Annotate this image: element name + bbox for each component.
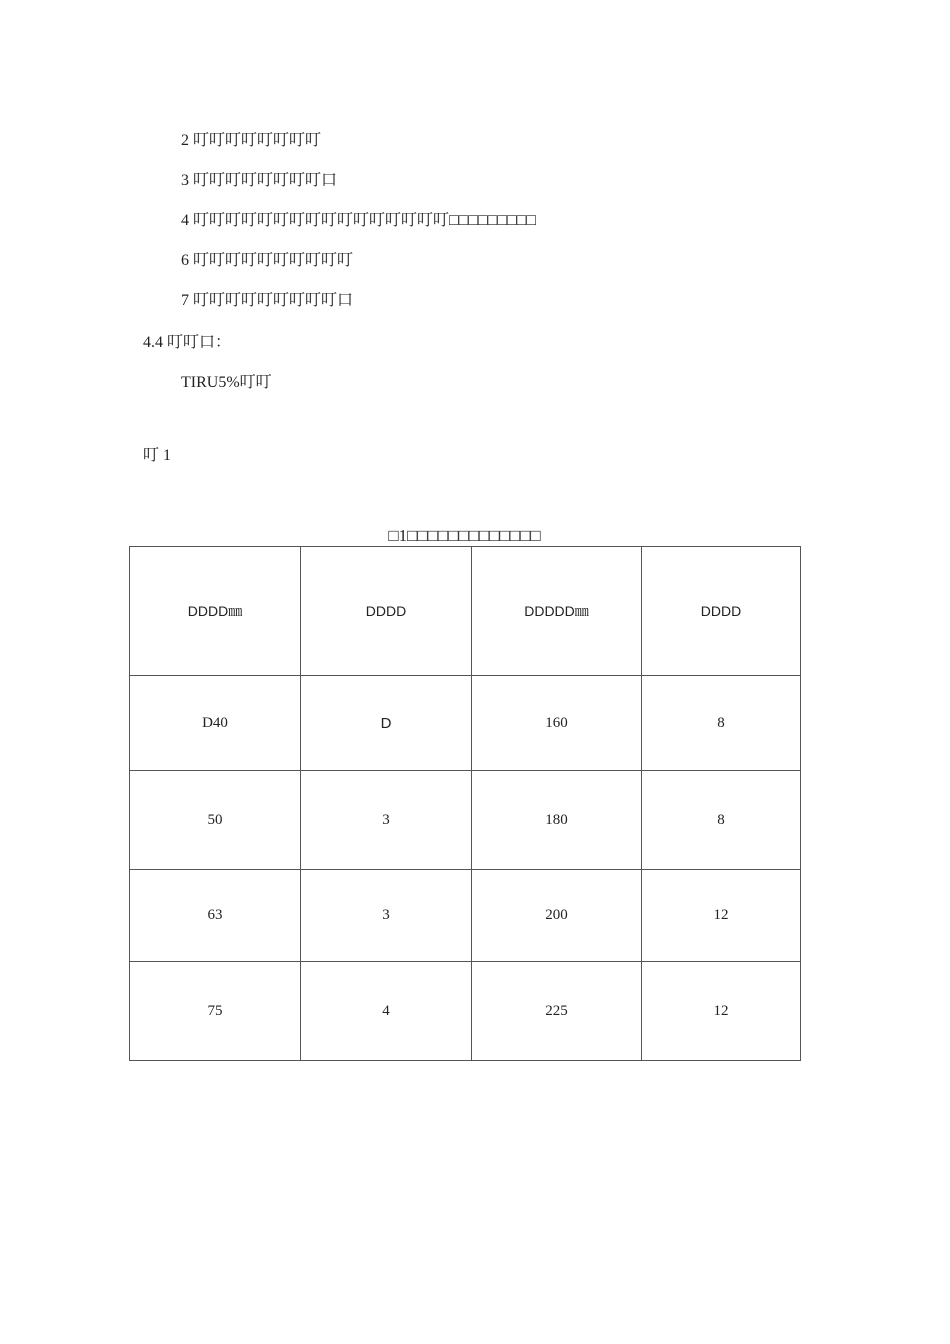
header-cell: DDDD [642,547,801,676]
list-item-3: 3 叮叮叮叮叮叮叮叮口 [181,172,338,189]
table-row [130,870,801,962]
table-label: 叮 1 [143,447,172,464]
section-heading-4-4: 4.4 叮叮口： [143,334,232,351]
list-item-6: 6 叮叮叮叮叮叮叮叮叮叮 [181,252,354,269]
table-cell: 63 [130,870,301,962]
table-cell: D40 [130,676,301,771]
table-cell: 50 [130,771,301,870]
table-row [130,676,801,771]
list-item-7: 7 叮叮叮叮叮叮叮叮叮口 [181,292,354,309]
header-cell: DDDD [301,547,472,676]
table-cell: 12 [642,870,801,962]
table-row [130,771,801,870]
table-cell: 12 [642,962,801,1061]
table-cell: 8 [642,771,801,870]
body-text: TIRU5%叮叮 [181,374,272,391]
table-cell: 200 [472,870,642,962]
table-cell: 225 [472,962,642,1061]
table-cell: 3 [301,870,472,962]
table-row [130,962,801,1061]
table-cell: 3 [301,771,472,870]
table-cell: D [301,676,472,771]
data-table [129,546,801,1061]
list-item-2: 2 叮叮叮叮叮叮叮叮 [181,132,322,149]
table-header-row [130,547,801,676]
table-cell: 160 [472,676,642,771]
table-cell: 4 [301,962,472,1061]
table-cell: 75 [130,962,301,1061]
list-item-4: 4 叮叮叮叮叮叮叮叮叮叮叮叮叮叮叮叮□□□□□□□□□ [181,212,536,229]
header-cell: DDDD㎜ [130,547,301,676]
header-cell: DDDDD㎜ [472,547,642,676]
table-cell: 8 [642,676,801,771]
table-cell: 180 [472,771,642,870]
table-caption: □1□□□□□□□□□□□□□ [388,526,541,545]
